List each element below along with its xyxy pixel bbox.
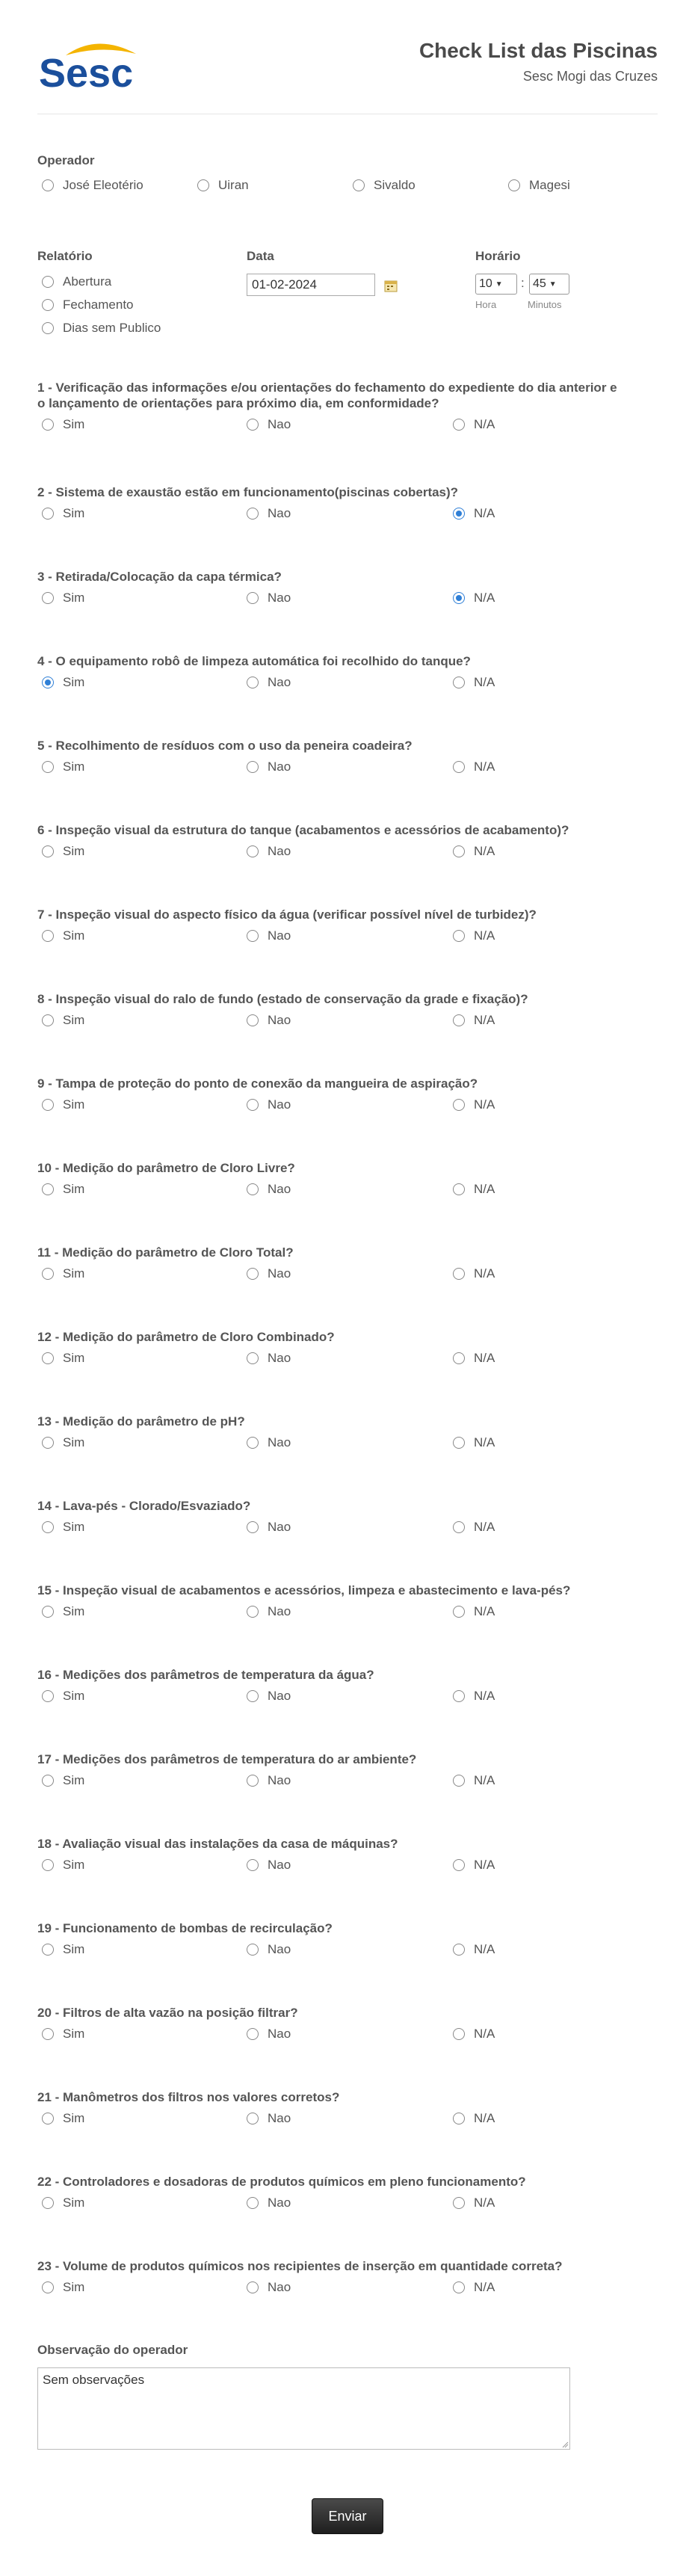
answer-options bbox=[37, 2027, 620, 2045]
answer-option[interactable]: N/A bbox=[453, 1773, 495, 1788]
question-block bbox=[37, 1667, 620, 1707]
answer-option[interactable]: Nao bbox=[247, 928, 291, 943]
answer-options bbox=[37, 1266, 620, 1284]
radio-icon[interactable] bbox=[247, 761, 259, 773]
answer-option[interactable]: Nao bbox=[247, 506, 291, 521]
radio-icon[interactable] bbox=[247, 1690, 259, 1702]
answer-option[interactable]: N/A bbox=[453, 2111, 495, 2126]
answer-option[interactable]: N/A bbox=[453, 1604, 495, 1619]
answer-option[interactable]: Sim bbox=[42, 1266, 84, 1281]
question-label: 21 - Manômetros dos filtros nos valores corretos? bbox=[37, 2090, 340, 2104]
radio-icon[interactable] bbox=[247, 2197, 259, 2209]
answer-option[interactable]: N/A bbox=[453, 1435, 495, 1450]
answer-options bbox=[37, 1858, 620, 1876]
answer-option[interactable]: N/A bbox=[453, 1858, 495, 1873]
answer-option[interactable]: Sim bbox=[42, 2196, 84, 2210]
answer-option[interactable]: Nao bbox=[247, 2280, 291, 2295]
radio-icon[interactable] bbox=[453, 2281, 465, 2293]
answer-options bbox=[37, 1604, 620, 1622]
question-label: 15 - Inspeção visual de acabamentos e acessórios, limpeza e abastecimento e lava-pés? bbox=[37, 1583, 571, 1597]
radio-icon[interactable] bbox=[42, 1268, 54, 1280]
question-block bbox=[37, 1583, 620, 1622]
radio-icon[interactable] bbox=[247, 419, 259, 431]
question-block bbox=[37, 1751, 620, 1791]
radio-icon[interactable] bbox=[247, 930, 259, 942]
answer-option[interactable]: N/A bbox=[453, 506, 495, 521]
radio-icon[interactable] bbox=[247, 508, 259, 520]
answer-option[interactable]: Sim bbox=[42, 1520, 84, 1535]
question-block bbox=[37, 1836, 620, 1876]
answer-option[interactable]: Sim bbox=[42, 1689, 84, 1704]
answer-options bbox=[37, 1942, 620, 1960]
answer-options bbox=[37, 1689, 620, 1707]
question-block bbox=[37, 738, 620, 777]
radio-icon[interactable] bbox=[453, 1521, 465, 1533]
radio-icon[interactable] bbox=[42, 1775, 54, 1787]
time-separator: : bbox=[521, 276, 525, 290]
answer-option[interactable]: N/A bbox=[453, 1689, 495, 1704]
question-block bbox=[37, 1498, 620, 1538]
answer-option[interactable]: Nao bbox=[247, 1351, 291, 1366]
question-label: 12 - Medição do parâmetro de Cloro Combinado? bbox=[37, 1330, 335, 1344]
radio-icon[interactable] bbox=[42, 677, 54, 688]
radio-icon[interactable] bbox=[453, 930, 465, 942]
answer-option[interactable]: Nao bbox=[247, 2196, 291, 2210]
answer-options bbox=[37, 1013, 620, 1031]
radio-icon[interactable] bbox=[453, 1268, 465, 1280]
answer-option[interactable]: Sim bbox=[42, 1942, 84, 1957]
radio-icon[interactable] bbox=[42, 930, 54, 942]
answer-option[interactable]: Nao bbox=[247, 1689, 291, 1704]
radio-icon[interactable] bbox=[247, 2028, 259, 2040]
answer-options bbox=[37, 928, 620, 946]
radio-icon[interactable] bbox=[42, 179, 54, 191]
answer-options bbox=[37, 2196, 620, 2213]
answer-option[interactable]: Sim bbox=[42, 1604, 84, 1619]
question-label: 13 - Medição do parâmetro de pH? bbox=[37, 1414, 245, 1429]
question-label: 14 - Lava-pés - Clorado/Esvaziado? bbox=[37, 1499, 251, 1513]
answer-options bbox=[37, 1773, 620, 1791]
radio-icon[interactable] bbox=[42, 1859, 54, 1871]
radio-icon[interactable] bbox=[453, 419, 465, 431]
radio-icon[interactable] bbox=[247, 1014, 259, 1026]
answer-option[interactable]: Sim bbox=[42, 591, 84, 606]
radio-icon[interactable] bbox=[453, 1437, 465, 1449]
radio-icon[interactable] bbox=[42, 276, 54, 288]
answer-option[interactable]: Nao bbox=[247, 675, 291, 690]
question-block bbox=[37, 2005, 620, 2045]
radio-icon[interactable] bbox=[42, 1183, 54, 1195]
radio-icon[interactable] bbox=[247, 2281, 259, 2293]
radio-icon[interactable] bbox=[247, 1521, 259, 1533]
question-label: 17 - Medições dos parâmetros de temperatura do ar ambiente? bbox=[37, 1752, 417, 1766]
question-label: 5 - Recolhimento de resíduos com o uso da peneira coadeira? bbox=[37, 739, 413, 753]
radio-icon[interactable] bbox=[42, 299, 54, 311]
relatorio-option[interactable]: Abertura bbox=[42, 274, 111, 289]
radio-icon[interactable] bbox=[42, 1944, 54, 1956]
relatorio-option[interactable]: Fechamento bbox=[42, 298, 134, 312]
radio-icon[interactable] bbox=[453, 1944, 465, 1956]
minute-select[interactable]: 45 ▼ bbox=[529, 274, 569, 295]
answer-option[interactable]: Sim bbox=[42, 417, 84, 432]
radio-icon[interactable] bbox=[247, 2113, 259, 2124]
answer-option[interactable]: Nao bbox=[247, 1942, 291, 1957]
question-block bbox=[37, 991, 620, 1031]
answer-option[interactable]: Sim bbox=[42, 506, 84, 521]
answer-option[interactable]: Sim bbox=[42, 1013, 84, 1028]
radio-icon[interactable] bbox=[453, 592, 465, 604]
answer-option[interactable]: Sim bbox=[42, 2280, 84, 2295]
radio-icon[interactable] bbox=[453, 1690, 465, 1702]
answer-option[interactable]: N/A bbox=[453, 844, 495, 859]
radio-icon[interactable] bbox=[42, 322, 54, 334]
answer-option[interactable]: Nao bbox=[247, 1182, 291, 1197]
answer-option[interactable]: N/A bbox=[453, 759, 495, 774]
question-label: 18 - Avaliação visual das instalações da casa de máquinas? bbox=[37, 1837, 398, 1851]
page-subtitle: Sesc Mogi das Cruzes bbox=[522, 69, 658, 84]
radio-icon[interactable] bbox=[247, 1775, 259, 1787]
radio-icon[interactable] bbox=[453, 2197, 465, 2209]
answer-option[interactable]: N/A bbox=[453, 591, 495, 606]
radio-icon[interactable] bbox=[42, 2028, 54, 2040]
question-label: 19 - Funcionamento de bombas de recirculação? bbox=[37, 1921, 333, 1935]
question-label: 11 - Medição do parâmetro de Cloro Total? bbox=[37, 1245, 294, 1260]
radio-icon[interactable] bbox=[453, 2028, 465, 2040]
question-block bbox=[37, 653, 620, 693]
answer-options bbox=[37, 2111, 620, 2129]
radio-icon[interactable] bbox=[42, 2281, 54, 2293]
answer-option[interactable]: Sim bbox=[42, 928, 84, 943]
sesc-logo bbox=[37, 34, 142, 94]
answer-options bbox=[37, 759, 620, 777]
radio-icon[interactable] bbox=[453, 1014, 465, 1026]
question-block bbox=[37, 907, 620, 946]
answer-option[interactable]: Sim bbox=[42, 675, 84, 690]
radio-icon[interactable] bbox=[42, 1352, 54, 1364]
answer-option[interactable]: N/A bbox=[453, 2280, 495, 2295]
answer-option[interactable]: Sim bbox=[42, 1182, 84, 1197]
answer-option[interactable]: Nao bbox=[247, 759, 291, 774]
question-label: 2 - Sistema de exaustão estão em funcionamento(piscinas cobertas)? bbox=[37, 485, 459, 499]
answer-option[interactable]: N/A bbox=[453, 1182, 495, 1197]
chevron-down-icon: ▼ bbox=[549, 280, 557, 289]
radio-icon[interactable] bbox=[508, 179, 520, 191]
answer-options bbox=[37, 1351, 620, 1369]
radio-icon[interactable] bbox=[42, 2113, 54, 2124]
radio-icon[interactable] bbox=[197, 179, 209, 191]
radio-icon[interactable] bbox=[42, 508, 54, 520]
data-label: Data bbox=[247, 249, 274, 263]
radio-icon[interactable] bbox=[247, 677, 259, 688]
answer-option[interactable]: Nao bbox=[247, 1604, 291, 1619]
answer-option[interactable]: N/A bbox=[453, 1351, 495, 1366]
question-block bbox=[37, 822, 620, 862]
radio-icon[interactable] bbox=[247, 1944, 259, 1956]
question-block bbox=[37, 569, 620, 608]
answer-option[interactable]: Sim bbox=[42, 2027, 84, 2042]
answer-options bbox=[37, 844, 620, 862]
radio-icon[interactable] bbox=[247, 1859, 259, 1871]
question-label: 7 - Inspeção visual do aspecto físico da água (verificar possível nível de turbidez)? bbox=[37, 908, 537, 922]
answer-option[interactable]: N/A bbox=[453, 1013, 495, 1028]
question-label: 22 - Controladores e dosadoras de produtos químicos em pleno funcionamento? bbox=[37, 2175, 526, 2189]
question-block bbox=[37, 1920, 620, 1960]
answer-options bbox=[37, 1097, 620, 1115]
radio-icon[interactable] bbox=[453, 677, 465, 688]
operador-option[interactable]: Magesi bbox=[508, 178, 570, 193]
answer-option[interactable]: N/A bbox=[453, 1266, 495, 1281]
answer-option[interactable]: Sim bbox=[42, 1773, 84, 1788]
answer-option[interactable]: N/A bbox=[453, 675, 495, 690]
answer-option[interactable]: Nao bbox=[247, 1773, 291, 1788]
answer-options bbox=[37, 675, 620, 693]
question-label: 9 - Tampa de proteção do ponto de conexão da mangueira de aspiração? bbox=[37, 1076, 478, 1091]
resize-handle-icon[interactable] bbox=[561, 2441, 569, 2448]
observacao-label: Observação do operador bbox=[37, 2343, 188, 2357]
answer-option[interactable]: N/A bbox=[453, 1520, 495, 1535]
question-block bbox=[37, 2174, 620, 2213]
radio-icon[interactable] bbox=[453, 1183, 465, 1195]
question-block bbox=[37, 1414, 620, 1453]
answer-option[interactable]: N/A bbox=[453, 1097, 495, 1112]
answer-option[interactable]: Sim bbox=[42, 1858, 84, 1873]
answer-option[interactable]: Nao bbox=[247, 1435, 291, 1450]
hour-select[interactable]: 10 ▼ bbox=[475, 274, 517, 295]
answer-options bbox=[37, 1435, 620, 1453]
radio-icon[interactable] bbox=[42, 1606, 54, 1618]
question-label: 16 - Medições dos parâmetros de temperatura da água? bbox=[37, 1668, 374, 1682]
radio-icon[interactable] bbox=[42, 1014, 54, 1026]
observacao-textarea[interactable]: Sem observações bbox=[37, 2367, 570, 2450]
radio-icon[interactable] bbox=[42, 419, 54, 431]
radio-icon[interactable] bbox=[42, 592, 54, 604]
radio-icon[interactable] bbox=[453, 1099, 465, 1111]
chevron-down-icon: ▼ bbox=[495, 280, 503, 289]
radio-icon[interactable] bbox=[42, 761, 54, 773]
minute-sublabel: Minutos bbox=[528, 299, 562, 310]
question-label: 6 - Inspeção visual da estrutura do tanque (acabamentos e acessórios de acabamento)? bbox=[37, 823, 569, 837]
radio-icon[interactable] bbox=[247, 1606, 259, 1618]
question-block bbox=[37, 380, 620, 435]
answer-option[interactable]: Nao bbox=[247, 2027, 291, 2042]
radio-icon[interactable] bbox=[247, 592, 259, 604]
answer-option[interactable]: Sim bbox=[42, 844, 84, 859]
question-block bbox=[37, 2089, 620, 2129]
hour-sublabel: Hora bbox=[475, 299, 497, 310]
radio-icon[interactable] bbox=[247, 845, 259, 857]
answer-option[interactable]: Nao bbox=[247, 1858, 291, 1873]
answer-option[interactable]: N/A bbox=[453, 2027, 495, 2042]
operador-option[interactable]: Sivaldo bbox=[353, 178, 416, 193]
radio-icon[interactable] bbox=[247, 1268, 259, 1280]
relatorio-label: Relatório bbox=[37, 249, 93, 263]
radio-icon[interactable] bbox=[453, 845, 465, 857]
radio-icon[interactable] bbox=[453, 761, 465, 773]
question-label: 3 - Retirada/Colocação da capa térmica? bbox=[37, 570, 282, 584]
radio-icon[interactable] bbox=[453, 1775, 465, 1787]
radio-icon[interactable] bbox=[453, 1352, 465, 1364]
radio-icon[interactable] bbox=[247, 1099, 259, 1111]
logo-text: Sesc bbox=[39, 51, 134, 94]
radio-icon[interactable] bbox=[42, 2197, 54, 2209]
answer-option[interactable]: N/A bbox=[453, 2196, 495, 2210]
question-block bbox=[37, 484, 620, 524]
answer-options bbox=[37, 1520, 620, 1538]
radio-icon[interactable] bbox=[42, 1099, 54, 1111]
relatorio-option[interactable]: Dias sem Publico bbox=[42, 321, 161, 336]
page-title: Check List das Piscinas bbox=[418, 39, 658, 62]
radio-icon[interactable] bbox=[453, 508, 465, 520]
question-label: 8 - Inspeção visual do ralo de fundo (estado de conservação da grade e fixação)? bbox=[37, 992, 528, 1006]
answer-options bbox=[37, 506, 620, 524]
form-header bbox=[37, 30, 658, 114]
operador-label: Operador bbox=[37, 153, 95, 167]
question-block bbox=[37, 1160, 620, 1200]
question-block bbox=[37, 1245, 620, 1284]
operador-option[interactable]: Uiran bbox=[197, 178, 249, 193]
question-label: 23 - Volume de produtos químicos nos recipientes de inserção em quantidade correta? bbox=[37, 2259, 563, 2273]
date-input[interactable]: 01-02-2024 bbox=[247, 274, 375, 296]
answer-options bbox=[37, 2280, 620, 2298]
radio-icon[interactable] bbox=[42, 1521, 54, 1533]
answer-option[interactable]: Sim bbox=[42, 759, 84, 774]
answer-options bbox=[37, 417, 620, 435]
calendar-icon[interactable] bbox=[384, 279, 398, 292]
radio-icon[interactable] bbox=[247, 1352, 259, 1364]
radio-icon[interactable] bbox=[453, 1606, 465, 1618]
answer-option[interactable]: Sim bbox=[42, 2111, 84, 2126]
question-label: 4 - O equipamento robô de limpeza automática foi recolhido do tanque? bbox=[37, 654, 471, 668]
operador-option[interactable]: José Eleotério bbox=[42, 178, 143, 193]
radio-icon[interactable] bbox=[453, 1859, 465, 1871]
answer-option[interactable]: Nao bbox=[247, 417, 291, 432]
answer-option[interactable]: N/A bbox=[453, 928, 495, 943]
answer-options bbox=[37, 591, 620, 608]
radio-icon[interactable] bbox=[353, 179, 365, 191]
answer-option[interactable]: Sim bbox=[42, 1351, 84, 1366]
question-label: 20 - Filtros de alta vazão na posição filtrar? bbox=[37, 2006, 298, 2020]
answer-option[interactable]: Nao bbox=[247, 1520, 291, 1535]
answer-option[interactable]: Nao bbox=[247, 2111, 291, 2126]
submit-button[interactable]: Enviar bbox=[312, 2498, 383, 2534]
radio-icon[interactable] bbox=[42, 1690, 54, 1702]
answer-option[interactable]: Sim bbox=[42, 1435, 84, 1450]
answer-option[interactable]: Nao bbox=[247, 844, 291, 859]
horario-label: Horário bbox=[475, 249, 521, 263]
answer-option[interactable]: Nao bbox=[247, 591, 291, 606]
question-block bbox=[37, 1076, 620, 1115]
radio-icon[interactable] bbox=[247, 1183, 259, 1195]
answer-option[interactable]: N/A bbox=[453, 417, 495, 432]
radio-icon[interactable] bbox=[247, 1437, 259, 1449]
answer-option[interactable]: N/A bbox=[453, 1942, 495, 1957]
radio-icon[interactable] bbox=[453, 2113, 465, 2124]
answer-option[interactable]: Sim bbox=[42, 1097, 84, 1112]
question-block bbox=[37, 1329, 620, 1369]
question-label: 1 - Verificação das informações e/ou orientações do fechamento do expediente do dia anterior e o lançamento de orientações para próximo dia, em conformidade? bbox=[37, 380, 617, 410]
radio-icon[interactable] bbox=[42, 845, 54, 857]
answer-option[interactable]: Nao bbox=[247, 1097, 291, 1112]
question-label: 10 - Medição do parâmetro de Cloro Livre? bbox=[37, 1161, 295, 1175]
question-block bbox=[37, 2258, 620, 2298]
answer-option[interactable]: Nao bbox=[247, 1266, 291, 1281]
answer-option[interactable]: Nao bbox=[247, 1013, 291, 1028]
answer-options bbox=[37, 1182, 620, 1200]
radio-icon[interactable] bbox=[42, 1437, 54, 1449]
